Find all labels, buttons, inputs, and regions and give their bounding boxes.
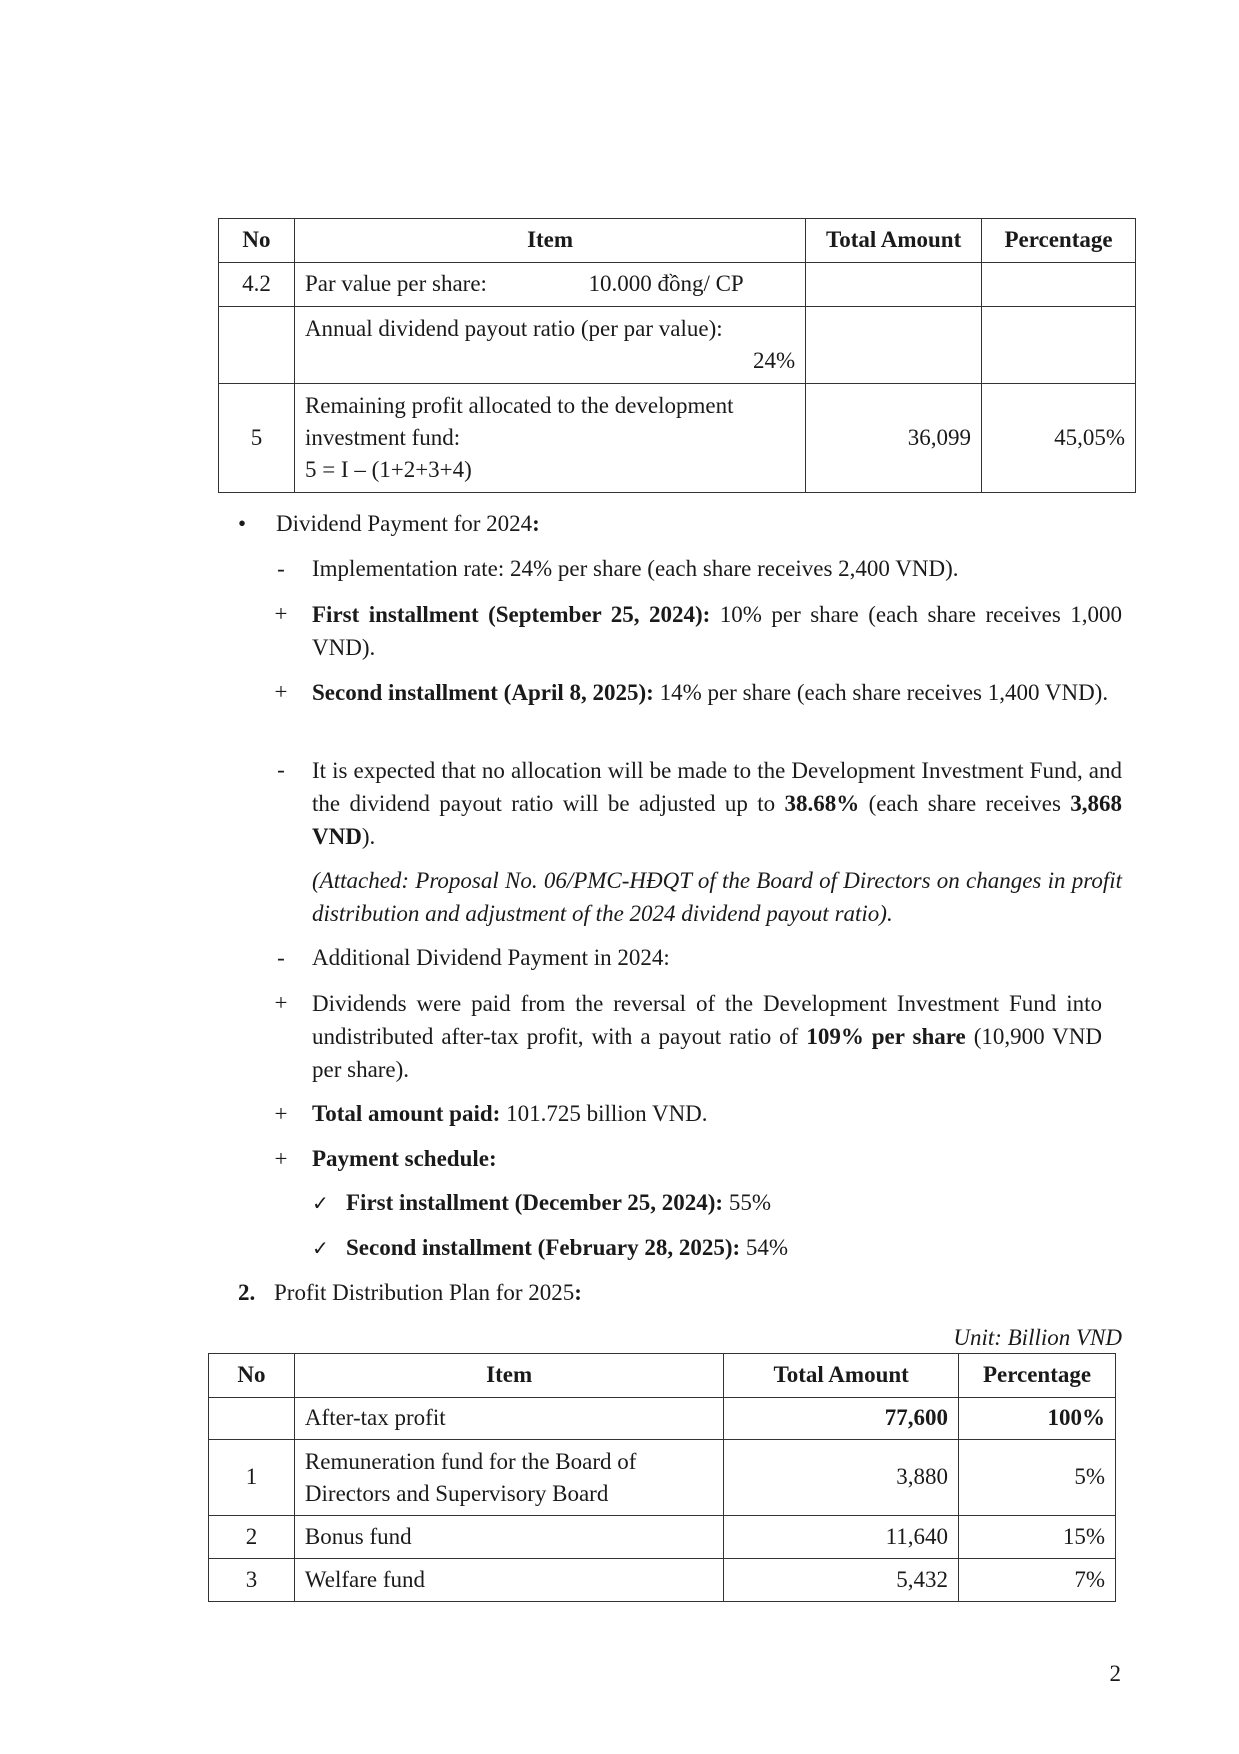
par-value-label: Par value per share: (304, 271, 487, 297)
second-installment-detail: 14% per share (each share receives 1,400 VND). (653, 680, 1109, 705)
text-span: (each share receives (859, 791, 1071, 816)
dividends-paid-text (312, 987, 1102, 1086)
schedule-value: 54% (740, 1235, 789, 1260)
implementation-rate-text: Implementation rate: 24% per share (each share receives 2,400 VND). (312, 556, 959, 581)
text-span: It is expected that no allocation will be made to the Development Investment Fund, and the dividend payout ratio will be adjusted up to (312, 758, 1122, 816)
row-no: 5 (219, 384, 295, 493)
text-span: (10,900 VND per share). (312, 1024, 1103, 1082)
second-installment-text (312, 676, 1122, 709)
table-row (209, 1440, 1116, 1516)
text-span: Dividends were paid from the reversal of the Development Investment Fund into undistributed after-tax profit, with a payout ratio of (312, 991, 1102, 1049)
row-percentage: 45,05% (982, 384, 1136, 493)
heading-colon: : (532, 511, 540, 536)
row-percentage (982, 307, 1136, 384)
table-row (209, 1516, 1116, 1559)
row-item: Bonus fund (294, 1516, 723, 1559)
page-number: 2 (1109, 1661, 1121, 1686)
col-header-total: Total Amount (806, 219, 982, 263)
dividend-table-continued (218, 218, 1136, 493)
schedule-label: Second installment (February 28, 2025): (346, 1235, 741, 1260)
schedule-second-installment (346, 1232, 788, 1264)
col-header-item: Item (294, 219, 805, 263)
schedule-value: 55% (723, 1190, 771, 1215)
dash-marker: - (277, 556, 285, 581)
dash-marker: - (277, 945, 285, 970)
col-header-item: Item (294, 1354, 723, 1398)
total-amount-paid (312, 1098, 708, 1130)
additional-dividend-heading: Additional Dividend Payment in 2024: (312, 945, 670, 970)
adjusted-amount: 3,868 VND (312, 791, 1122, 849)
first-installment-label: First installment (September 25, 2024): (312, 602, 711, 627)
row-total (806, 307, 982, 384)
row-percentage: 15% (959, 1516, 1116, 1559)
payout-ratio: 109% per share (806, 1024, 966, 1049)
first-installment-detail: 10% per share (each share receives 1,000 VND). (312, 602, 1122, 660)
unit-label: Unit: Billion VND (953, 1325, 1122, 1350)
row-total (806, 263, 982, 307)
adjusted-ratio: 38.68% (784, 791, 860, 816)
row-percentage: 7% (959, 1559, 1116, 1602)
expected-adjustment-text (312, 754, 1122, 853)
row-total: 5,432 (724, 1559, 959, 1602)
payout-ratio-label: Annual dividend payout ratio (per par value): (304, 315, 723, 341)
row-item (294, 263, 805, 307)
row-total: 11,640 (724, 1516, 959, 1559)
dividend-heading (276, 508, 540, 540)
row-item: Welfare fund (294, 1559, 723, 1602)
row-total: 77,600 (724, 1398, 959, 1440)
row-item (294, 384, 805, 493)
col-header-percentage: Percentage (982, 219, 1136, 263)
row-no (219, 307, 295, 384)
table-row (219, 384, 1136, 493)
total-amount-value: 101.725 billion VND. (500, 1101, 708, 1126)
plus-marker: + (274, 1146, 288, 1171)
row-item (294, 1440, 723, 1516)
item-line: Remaining profit allocated to the development (304, 393, 734, 418)
col-header-total: Total Amount (724, 1354, 959, 1398)
plus-marker: + (274, 990, 288, 1015)
schedule-label: First installment (December 25, 2024): (346, 1190, 724, 1215)
par-value-amount: 10.000 đồng/ CP (588, 271, 744, 297)
section-title (274, 1277, 582, 1309)
item-line: investment fund: (304, 425, 461, 450)
table-row (209, 1398, 1116, 1440)
profit-distribution-table (208, 1353, 1116, 1602)
payment-schedule-heading: Payment schedule: (312, 1146, 497, 1171)
col-header-no: No (219, 219, 295, 263)
col-header-no: No (209, 1354, 295, 1398)
row-percentage: 100% (959, 1398, 1116, 1440)
payout-ratio-value: 24% (753, 348, 796, 373)
table-header-row (219, 219, 1136, 263)
item-formula: 5 = I – (1+2+3+4) (304, 457, 472, 482)
row-item (294, 307, 805, 384)
item-line: Remuneration fund for the Board of (304, 1448, 637, 1474)
section-number: 2. (238, 1280, 256, 1305)
checkmark-icon: ✓ (312, 1236, 329, 1260)
first-installment-text (312, 598, 1122, 664)
row-total: 36,099 (806, 384, 982, 493)
row-no: 3 (209, 1559, 295, 1602)
row-percentage (982, 263, 1136, 307)
col-header-percentage: Percentage (959, 1354, 1116, 1398)
dash-marker: - (277, 757, 285, 782)
plus-marker: + (274, 601, 288, 626)
row-no: 1 (209, 1440, 295, 1516)
table-row (209, 1559, 1116, 1602)
dividend-heading-text: Dividend Payment for 2024 (276, 511, 533, 536)
checkmark-icon: ✓ (312, 1191, 329, 1215)
plus-marker: + (274, 679, 288, 704)
row-no (209, 1398, 295, 1440)
attached-proposal-note: (Attached: Proposal No. 06/PMC-HĐQT of the Board of Directors on changes in profit distribution and adjustment of the 2024 dividend payout ratio). (312, 868, 1122, 926)
item-line: Directors and Supervisory Board (304, 1480, 609, 1506)
total-amount-label: Total amount paid: (312, 1101, 501, 1126)
second-installment-label: Second installment (April 8, 2025): (312, 680, 654, 705)
schedule-first-installment (346, 1187, 771, 1219)
section-title-text: Profit Distribution Plan for 2025 (274, 1280, 575, 1305)
row-no: 4.2 (219, 263, 295, 307)
text-span: ). (361, 824, 376, 849)
row-percentage: 5% (959, 1440, 1116, 1516)
table-row (219, 263, 1136, 307)
table-header-row (209, 1354, 1116, 1398)
table-row (219, 307, 1136, 384)
row-no: 2 (209, 1516, 295, 1559)
plus-marker: + (274, 1101, 288, 1126)
section-title-colon: : (574, 1280, 582, 1305)
row-total: 3,880 (724, 1440, 959, 1516)
bullet-marker: • (238, 511, 247, 536)
row-item: After-tax profit (294, 1398, 723, 1440)
